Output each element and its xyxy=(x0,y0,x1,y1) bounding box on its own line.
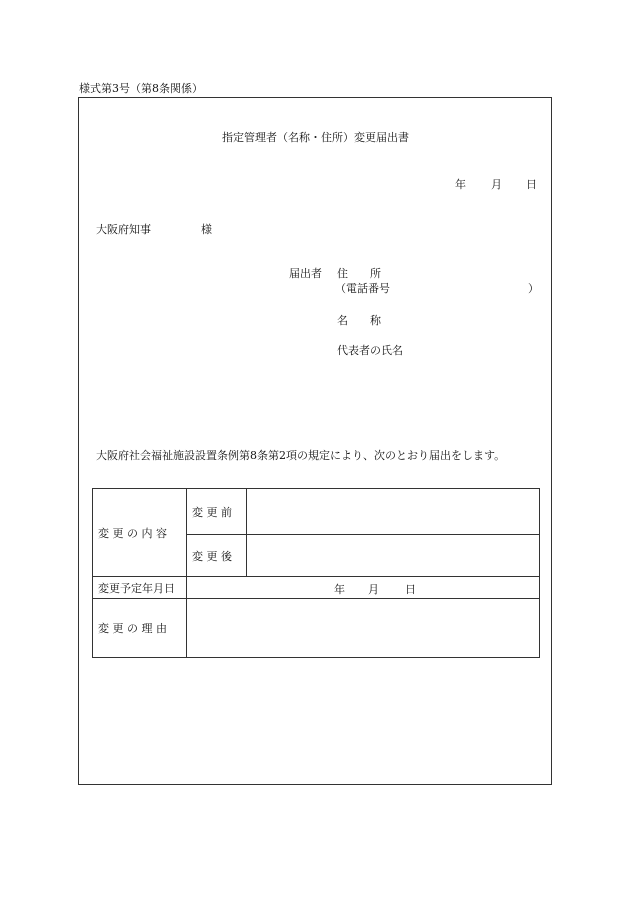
table-date-day: 日 xyxy=(405,583,416,596)
reason-value[interactable] xyxy=(187,599,540,658)
date-year: 年 xyxy=(455,178,466,191)
form-frame xyxy=(78,97,552,785)
document-title: 指定管理者（名称・住所）変更届出書 xyxy=(222,131,409,144)
table-date-year: 年 xyxy=(334,583,345,596)
phone-close: ） xyxy=(528,282,539,295)
date-label: 変更予定年月日 xyxy=(93,577,187,599)
addressee-name: 大阪府知事 xyxy=(96,223,151,236)
name-label: 名 称 xyxy=(337,314,381,327)
table-date-month: 月 xyxy=(368,583,379,596)
before-label: 変 更 前 xyxy=(187,489,247,535)
applicant-label: 届出者 xyxy=(289,267,322,280)
after-value[interactable] xyxy=(247,535,540,577)
content-label: 変 更 の 内 容 xyxy=(93,489,187,577)
statement: 大阪府社会福祉施設設置条例第8条第2項の規定により、次のとおり届出をします。 xyxy=(96,449,506,462)
before-value[interactable] xyxy=(247,489,540,535)
representative-label: 代表者の氏名 xyxy=(337,344,403,357)
date-day: 日 xyxy=(526,178,537,191)
date-month: 月 xyxy=(491,178,502,191)
addressee-honorific: 様 xyxy=(201,223,212,236)
date-value[interactable] xyxy=(187,577,540,599)
after-label: 変 更 後 xyxy=(187,535,247,577)
address-label: 住 所 xyxy=(337,267,381,280)
reason-label: 変 更 の 理 由 xyxy=(93,599,187,658)
phone-label: （電話番号 xyxy=(335,282,390,295)
form-number: 様式第3号（第8条関係） xyxy=(79,82,203,95)
change-table xyxy=(92,488,540,658)
